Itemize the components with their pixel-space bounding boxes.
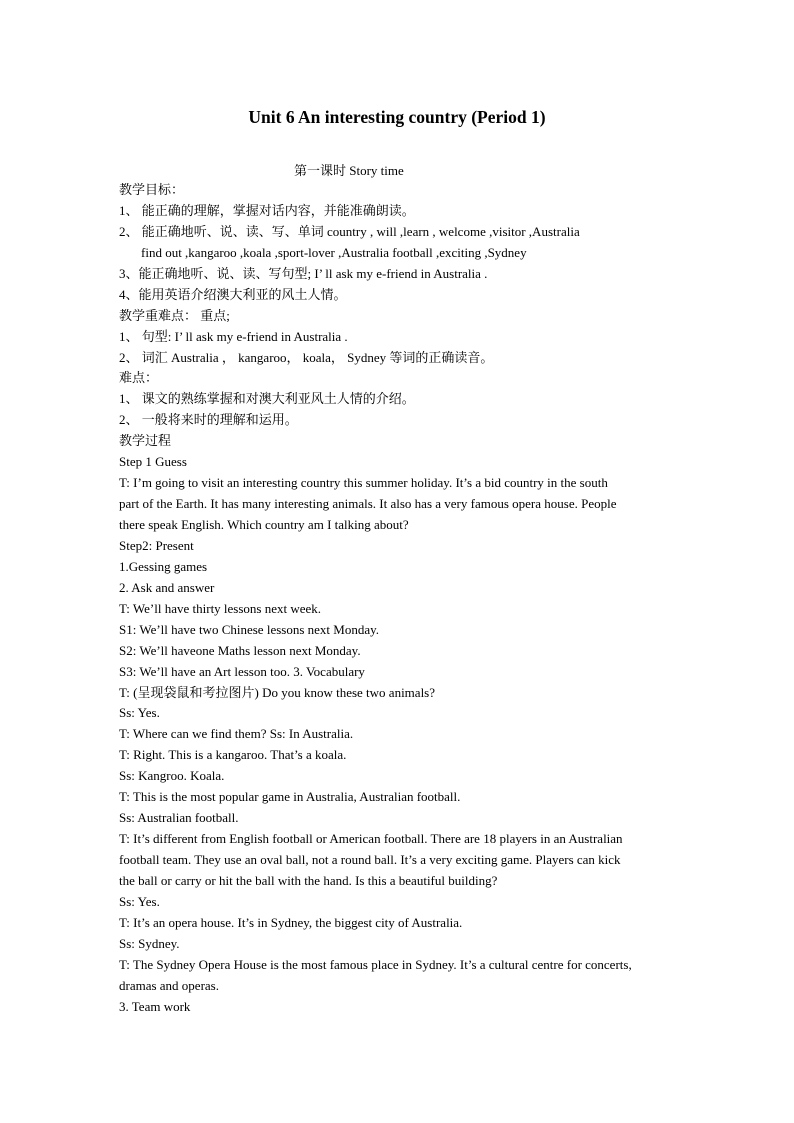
text-line: T: We’ll have thirty lessons next week.	[119, 600, 322, 616]
text-line: part of the Earth. It has many interesting animals. It also has a very famous opera house. People	[119, 496, 617, 512]
text-line: 1、 课文的熟练掌握和对澳大利亚风土人情的介绍。	[119, 391, 415, 407]
text-line: Step 1 Guess	[119, 454, 187, 470]
text-line: T: (呈现袋鼠和考拉图片) Do you know these two animals?	[119, 684, 436, 700]
lesson-plan-body	[119, 180, 689, 1018]
text-line: Ss: Yes.	[119, 705, 160, 721]
text-line: 难点：	[119, 370, 159, 386]
text-line: 2、 一般将来时的理解和运用。	[119, 412, 298, 428]
text-line: dramas and operas.	[119, 977, 219, 993]
text-line: S3: We’ll have an Art lesson too. 3. Vocabulary	[119, 663, 365, 679]
text-line: Ss: Yes.	[119, 893, 160, 909]
text-line: Ss: Sydney.	[119, 935, 180, 951]
text-line: 4、能用英语介绍澳大利亚的风土人情。	[119, 286, 347, 302]
text-line: 教学重难点： 重点;	[119, 307, 230, 323]
text-line: S1: We’ll have two Chinese lessons next Monday.	[119, 621, 380, 637]
text-line: Step2: Present	[119, 537, 194, 553]
text-line: Ss: Kangroo. Koala.	[119, 768, 225, 784]
text-line: 教学过程	[119, 433, 172, 449]
text-line: T: It’s an opera house. It’s in Sydney, the biggest city of Australia.	[119, 914, 463, 930]
text-line: there speak English. Which country am I talking about?	[119, 517, 409, 532]
text-line: T: Where can we find them? Ss: In Australia.	[119, 726, 354, 742]
text-line: T: I’m going to visit an interesting country this summer holiday. It’s a bid country in the south	[119, 475, 608, 491]
text-line: 2、 词汇 Australia ， kangaroo， koala， Sydney 等词的正确读音。	[119, 349, 494, 365]
text-line: 2、 能正确地听、说、读、写、单词 country , will ,learn , welcome ,visitor ,Australia	[119, 223, 580, 239]
text-line: 1.Gessing games	[119, 558, 208, 574]
text-line: T: Right. This is a kangaroo. That’s a koala.	[119, 747, 347, 763]
text-line: 1、 能正确的理解，掌握对话内容，并能准确朗读。	[119, 202, 415, 218]
text-line: T: This is the most popular game in Australia, Australian football.	[119, 789, 461, 805]
page-title: Unit 6 An interesting country (Period 1)	[248, 107, 546, 127]
text-line: the ball or carry or hit the ball with the hand. Is this a beautiful building?	[119, 872, 498, 888]
text-line: Ss: Australian football.	[119, 810, 239, 826]
text-line: T: It’s different from English football or American football. There are 18 players in an Australian	[119, 831, 623, 847]
text-line: 2. Ask and answer	[119, 579, 215, 595]
page-subtitle: 第一课时 Story time	[294, 163, 404, 178]
text-line: 3、能正确地听、说、读、写句型; I’ ll ask my e-friend in Australia .	[119, 265, 488, 281]
text-line: find out ,kangaroo ,koala ,sport-lover ,Australia football ,exciting ,Sydney	[141, 244, 527, 260]
text-line: 教学目标：	[119, 182, 185, 197]
text-line: T: The Sydney Opera House is the most famous place in Sydney. It’s a cultural centre for concerts,	[119, 956, 632, 972]
text-line: 3. Team work	[119, 998, 191, 1014]
text-line: 1、 句型: I’ ll ask my e-friend in Australia .	[119, 328, 348, 344]
text-line: S2: We’ll haveone Maths lesson next Monday.	[119, 642, 361, 658]
text-line: football team. They use an oval ball, not a round ball. It’s a very exciting game. Players can kick	[119, 852, 621, 867]
